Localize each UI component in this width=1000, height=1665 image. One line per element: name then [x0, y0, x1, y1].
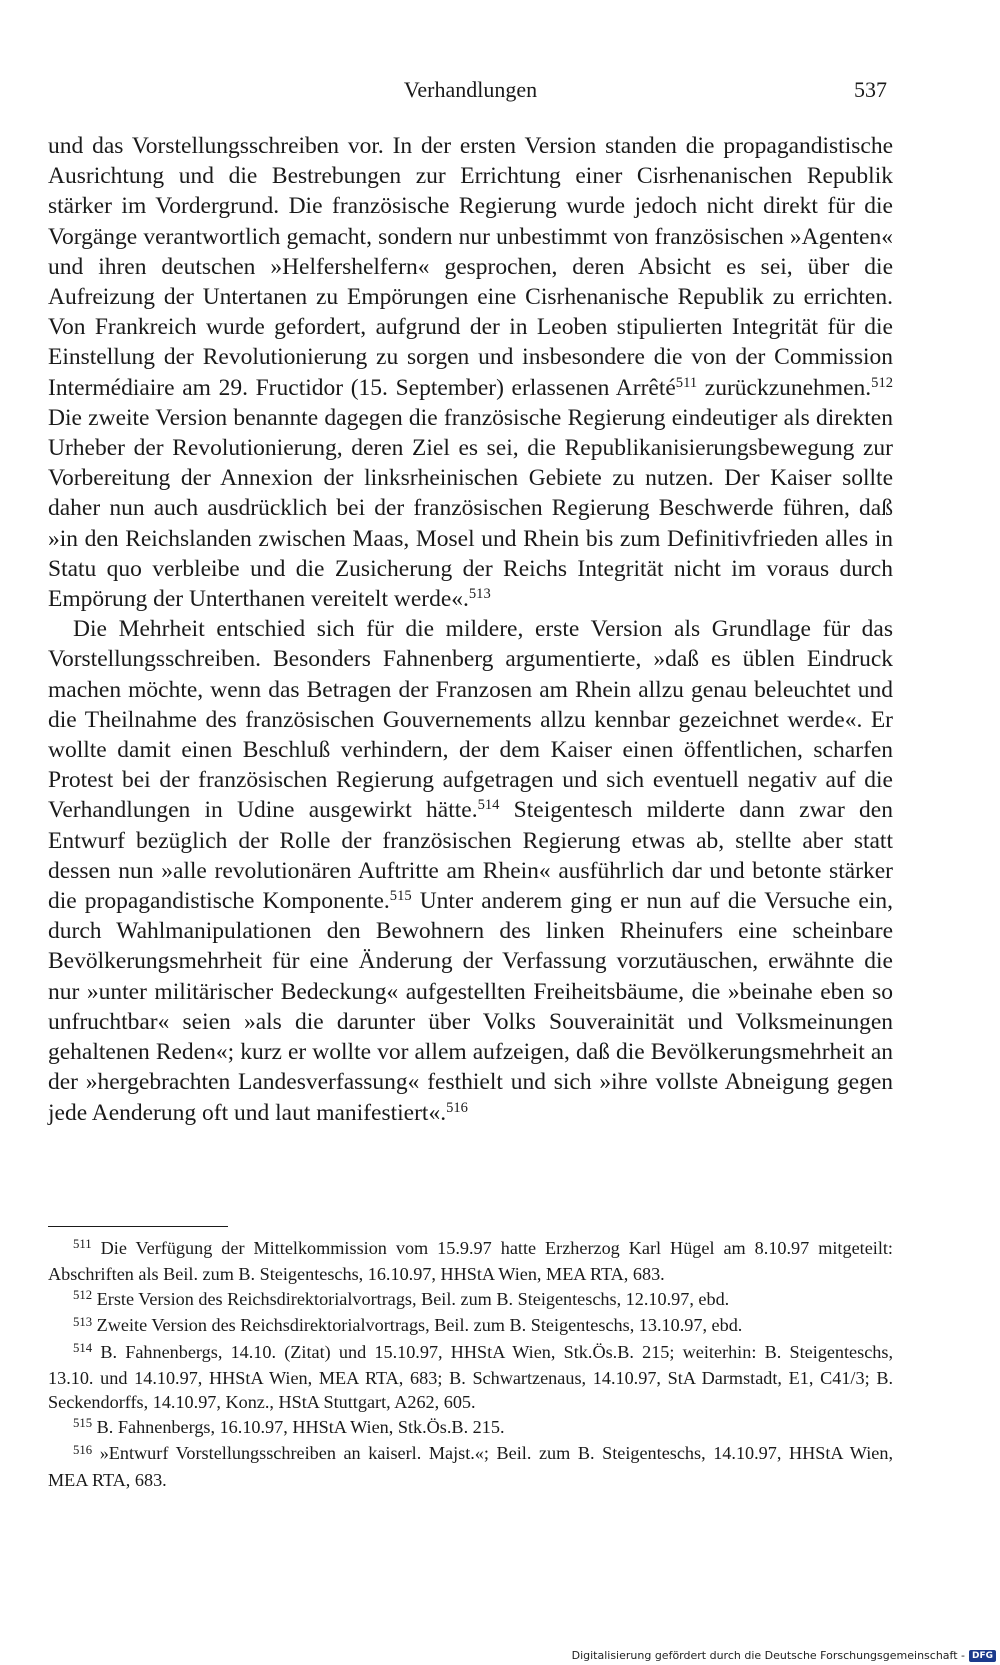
footnote-text: »Entwurf Vorstellungsschreiben an kaiserl. Majst.«; Beil. zum B. Steigenteschs, 14.10.97, HHStA Wien, MEA RTA, 683.: [48, 1443, 894, 1490]
footnote-number: 511: [73, 1237, 92, 1252]
paragraph-2-text-1: Die Mehrheit entschied sich für die mildere, erste Version als Grundlage für das Vorstellungsschreiben. Besonders Fahnenberg argumentierte, »daß es üblen Eindruck machen möchte, wenn das Betragen der Franzosen am Rhein allzu genau beleuchtet und die Theilnahme des französischen Gouvernements allzu kennbar gezeichnet werde«. Er wollte damit einen Beschluß verhindern, der dem Kaiser einen öffentlichen, scharfen Protest bei der französischen Regierung aufgetragen und sich eventuell negativ auf die Verhandlungen in Udine ausgewirkt hätte.: [48, 616, 893, 824]
footnote-text: Die Verfügung der Mittelkommission vom 15.9.97 hatte Erzherzog Karl Hügel am 8.10.97 mitgeteilt: Abschriften als Beil. zum B. Steigenteschs, 16.10.97, HHStA Wien, MEA RTA, 683.: [48, 1238, 893, 1285]
digitization-credit: [572, 1649, 996, 1662]
paragraph-1-text-3: Die zweite Version benannte dagegen die französische Regierung eindeutiger als direkten Urheber der Revolutionierung, deren Ziel es sei, die Republikanisierungsbewegung zur Vorbereitung der Annexion der linksrheinischen Gebiete zu nutzen. Der Kaiser sollte daher nun auch ausdrücklich bei der französischen Regierung Beschwerde führen, daß »in den Reichslanden zwischen Maas, Mosel und Rhein bis zum Definitivfrieden alles in Statu quo verbleibe und die Zusicherung der Reichs Integrität nicht im voraus durch Empörung der Unterthanen vereitelt werde«.: [48, 404, 893, 613]
footnote-text: Zweite Version des Reichsdirektorialvortrags, Beil. zum B. Steigenteschs, 13.10.97, ebd.: [96, 1315, 743, 1336]
footnote-number: 513: [73, 1314, 93, 1329]
footnote-number: 515: [73, 1416, 93, 1431]
dfg-logo: DFG: [969, 1650, 996, 1662]
paragraph-1: [48, 131, 893, 614]
running-head: [48, 72, 893, 108]
footnote-511: [48, 1236, 893, 1287]
footnote-ref-515[interactable]: 515: [389, 888, 412, 905]
footnotes: [48, 1236, 893, 1492]
footnote-text: Erste Version des Reichsdirektorialvortrags, Beil. zum B. Steigenteschs, 12.10.97, ebd.: [96, 1288, 730, 1309]
footnote-divider: [48, 1226, 228, 1227]
footnote-text: B. Fahnenbergs, 14.10. (Zitat) und 15.10.97, HHStA Wien, Stk.Ös.B. 215; weiterhin: B. Steigenteschs, 13.10. und 14.10.97, HHStA Wien, MEA RTA, 683; B. Schwartzenaus, 14.10.97, StA Darmstadt, E1, C41/3; B. Seckendorffs, 14.10.97, Konz., HStA Stuttgart, A262, 605.: [48, 1341, 894, 1413]
footnote-ref-513[interactable]: 513: [468, 586, 491, 603]
paragraph-1-text-2: zurückzunehmen.: [697, 374, 872, 401]
footnote-number: 516: [73, 1442, 93, 1457]
running-title: Verhandlungen: [403, 77, 538, 102]
footnote-ref-516[interactable]: 516: [446, 1099, 468, 1116]
footnote-514: [48, 1340, 893, 1415]
paragraph-2: [48, 614, 893, 1127]
footnote-515: [48, 1415, 893, 1441]
footnote-512: [48, 1287, 893, 1313]
page-number: 537: [854, 77, 887, 102]
paragraph-1-text-1: und das Vorstellungsschreiben vor. In der ersten Version standen die propagandistische Ausrichtung und die Bestrebungen zur Errichtung einer Cisrhenanischen Republik stärker im Vordergrund. Die französische Regierung wurde jedoch nicht direkt für die Vorgänge verantwortlich gemacht, sondern nur unbestimmt von französischen »Agenten« und ihren deutschen »Helfershelfern« gesprochen, deren Absicht es sei, über die Aufreizung der Untertanen zu Empörungen eine Cisrhenanische Republik zu errichten. Von Frankreich wurde gefordert, aufgrund der in Leoben stipulierten Integrität für die Einstellung der Revolutionierung zu sorgen und insbesondere die von der Commission Intermédiaire am 29. Fructidor (15. September) erlassenen Arrêté: [48, 133, 893, 401]
footnote-ref-511[interactable]: 511: [675, 374, 698, 391]
footnote-ref-512[interactable]: 512: [871, 374, 893, 391]
footnote-number: 514: [73, 1340, 93, 1355]
footnote-513: [48, 1313, 893, 1339]
paragraph-2-text-2: Steigentesch milderte dann zwar den Entwurf bezüglich der Rolle der französischen Regierung etwas ab, stellte aber statt dessen nun »alle revolutionären Auftritte am Rhein« ausführlich dar und betonte stärker die propagandistische Komponente.: [48, 797, 893, 915]
paragraph-2-text-3: Unter anderem ging er nun auf die Versuche ein, durch Wahlmanipulationen den Bewohnern des linken Rheinufers eine scheinbare Bevölkerungsmehrheit für eine Änderung der Verfassung vorzutäuschen, erwähnte die nur »unter militärischer Bedeckung« aufgestellten Freiheitsbäume, die »beinahe eben so unfruchtbar« seien »als die darunter über Volks Souverainität und Volksmeinungen gehaltenen Reden«; kurz er wollte vor allem aufzeigen, daß die Bevölkerungsmehrheit an der »hergebrachten Landesverfassung« festhielt und sich »ihre vollste Abneigung gegen jede Aenderung oft und laut manifestiert«.: [48, 888, 893, 1126]
footnote-ref-514[interactable]: 514: [477, 797, 500, 814]
body-text: [48, 131, 893, 1128]
credit-text: Digitalisierung gefördert durch die Deutsche Forschungsgemeinschaft -: [571, 1649, 965, 1662]
footnote-516: [48, 1441, 893, 1492]
footnote-number: 512: [73, 1288, 93, 1303]
footnote-text: B. Fahnenbergs, 16.10.97, HHStA Wien, Stk.Ös.B. 215.: [96, 1416, 505, 1437]
